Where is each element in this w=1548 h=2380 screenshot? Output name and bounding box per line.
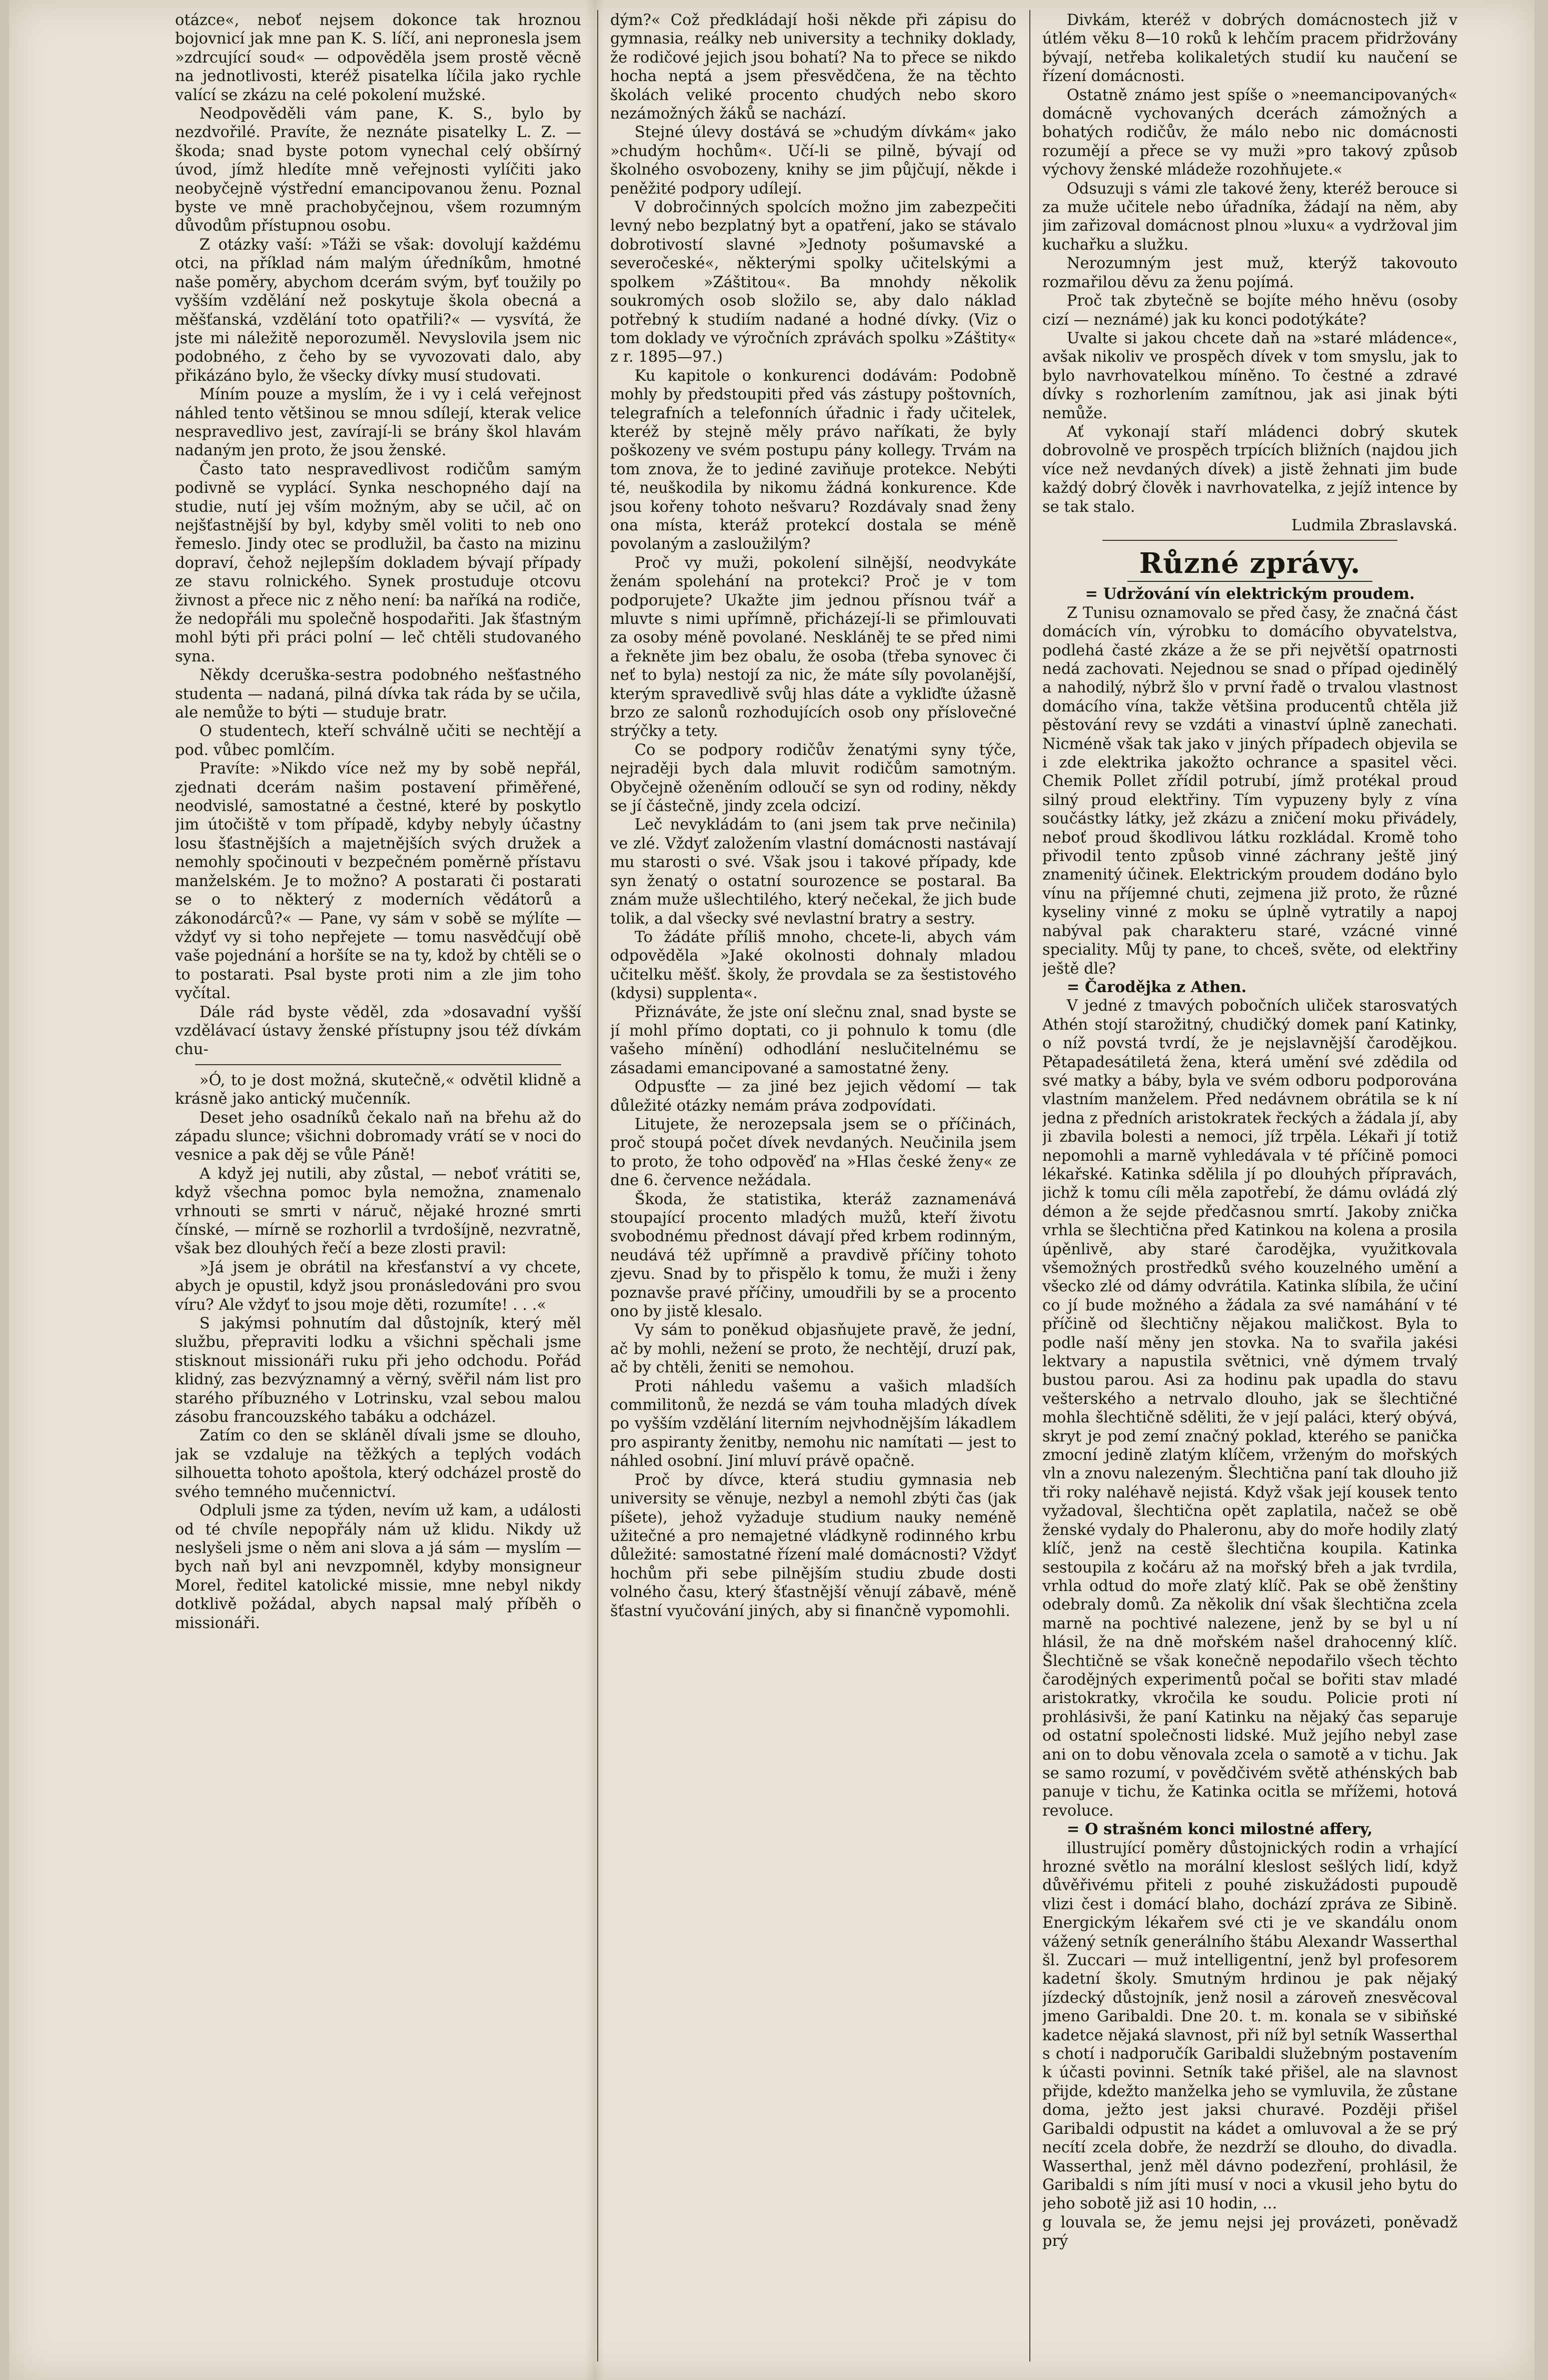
news-item: illustrující poměry důstojnických rodin a vrhající hrozné světlo na morální kleslost sešlých lidí, když důvěřivému přiteli z pouhé ziskužádosti pupoudě vlizi čest i domácí blaho, dochází zpráva ze Sibině. Energickým lékařem své cti je ve skandálu onom vážený setník generálního štábu Alexandr Wasserthal šl. Zuccari — muž intelligentní, jenž byl profesorem kadetní školy. Smutným hrdinou je pak nějaký jízdecký důstojník, jenž nosil a zároveň znesvěcoval jmeno Garibaldi. Dne 20. t. m. konala se v sibiňské kadetce nějaká slavnost, při níž byl setník Wasserthal s chotí i nadporučík Garibaldi služebným postavením k účasti povinni. Setník také přišel, ale na slavnost přijde, kdežto manželka jeho se vymluvila, že zůstane doma, ježto jest jaksi churavé. Později přišel Garibaldi odpustit na kádet a omluvoval a že se prý necítí zcela dobře, že nezdrží se dlouho, do divadla. Wasserthal, jenž měl dávno podezření, prohlásil, že Garibaldi s ním jíti musí v noci a vkusil jeho bytu do jeho sobotě již asi 10 hodin, ... — [1042, 1839, 1457, 2213]
paragraph: Stejné úlevy dostává se »chudým dívkám« jako »chudým hochům«. Učí-li se pilně, bývají od školného osvobozeny, knihy se jim půjčují, někde i peněžité podpory udílejí. — [610, 124, 1016, 198]
news-item: V jedné z tmavých pobočních uliček starosvatých Athén stojí starožitný, chudičký domek paní Katinky, o níž povstá tvrdí, že je nejslavnější čarodějkou. Pětapadesátiletá žena, která umění své zdědila od své matky a báby, byla ve svém odboru podporována vlastním manželem. Před nedávnem obrátila se k ní jedna z předních aristokratek řeckých a žádala jí, aby ji zbavila bolesti a nemoci, jíž trpěla. Lékaři jí totiž nepomohli a marně vyhledávala v té příčině pomoci lékařské. Katinka sdělila jí po dlouhých přípravách, jichž k tomu cíli měla zapotřebí, že dámu ovládá zlý démon a že sejde předčasnou smrtí. Jakoby znička vrhla se šlechtična před Katinkou na kolena a prosila úpěnlivě, aby staré čarodějka, využitkovala všemožných prostředků svého kouzelného umění a všecko zlé od dámy odvrátila. Katinka slíbila, že učiní co jí bude možného a žádala za své namáhání v té příčině od šlechtičny nějakou maličkost. Byla to podle naší měny jen stovka. Na to svařila jakési lektvary a napustila světnici, vně dýmem trvalý bustou parou. Asi za hodinu pak upadla do stavu vešterského a netrvalo dlouho, jak se šlechtičné mohla šlechtičně sděliti, že v její paláci, který obývá, skryt je pod zemí značný poklad, kterého se panička zmocní jedině zlatým klíčem, vrženým do mořských vln a znovu nalezeným. Šlechtična paní tak dlouho již tři roky naléhavě nejistá. Když však její kousek tento vyžadoval, šlechtična opět zaplatila, načež se obě ženské vydaly do Phaleronu, aby do moře hodily zlatý klíč, jenž na cestě šlechtična koupila. Katinka sestoupila z kočáru až na mořský břeh a jak tvrdila, vrhla odtud do moře zlatý klíč. Pak se obě ženštiny odebraly domů. Za několik dní však šlechtična zcela marně na pochtivé nalezene, jenž by se byl u ní hlásil, že na dně mořském našel drahocenný klíč. Šlechtičně se však konečně nepodařilo všech těchto čarodějných experimentů počal se bořiti stav mladé aristokratky, vkročila ke soudu. Policie proti ní prohlásivši, že paní Katinku na nějaký čas separuje od ostatní společnosti lidské. Muž jejího nebyl zase ani on to dobu věnovala zcela o samotě a v tichu. Jak se samo rozumí, v povědčivém světě athénských bab panuje v tichu, že Katinka ocitla se mřížemi, hotová revoluce. — [1042, 997, 1457, 1820]
paragraph: Nerozumným jest muž, kterýž takovouto rozmařilou děvu za ženu pojímá. — [1042, 255, 1457, 291]
paragraph: Leč nevykládám to (ani jsem tak prve nečinila) ve zlé. Vždyť založením vlastní domácnosti nastávají mu starosti o své. Však jsou i takové případy, kde syn ženatý o ostatní sourozence se postaral. Ba znám muže ušlechtilého, který nečekal, že jich bude tolik, a dal všecky své nevlastní bratry a sestry. — [610, 816, 1016, 928]
paragraph: Ať vykonají staří mládenci dobrý skutek dobrovolně ve prospěch trpících bližních (najdou jich více než nevdaných dívek) a jistě žehnati jim bude každý dobrý člověk i navrhovatelka, z jejíž intence by se tak stalo. — [1042, 423, 1457, 516]
author-signature: Ludmila Zbraslavská. — [1291, 516, 1457, 534]
paragraph: Litujete, že nerozepsala jsem se o příčinách, proč stoupá počet dívek nevdaných. Neučinila jsem to proto, že toho odpověď na »Hlas české ženy« ze dne 6. července nežádala. — [610, 1115, 1016, 1190]
column-rule — [597, 10, 598, 2361]
paragraph: Míním pouze a myslím, že i vy i celá veřejnost náhled tento většinou se mnou sdílejí, kterak velice nespravedlivo jest, zavírají-li se brány škol hlavám nadaným jen proto, že jsou ženské. — [175, 386, 581, 460]
news-item-continuation: g louvala se, že jemu nejsi jej provázeti, poněvadž prý — [1042, 2213, 1457, 2250]
section-title-text: Různé zprávy. — [1127, 547, 1373, 582]
paragraph: Odpluli jsme za týden, nevím už kam, a události od té chvíle nepopřály nám už klidu. Nikdy už neslyšeli jsme o něm ani slova a já sám — myslím — bych naň byl ani nevzpomněl, kdyby monsigneur Morel, ředitel katolické missie, mne nebyl nikdy dotklivě požádal, abych napsal malý příběh o missionáři. — [175, 1502, 581, 1632]
paragraph: »Ó, to je dost možná, skutečně,« odvětil klidně a krásně jako antický mučenník. — [175, 1071, 581, 1108]
paragraph: A když jej nutili, aby zůstal, — neboť vrátiti se, když všechna pomoc byla nemožna, znamenalo vrhnouti se smrti v náruč, nějaké hrozné smrti čínské, — mírně se rozhorlil a tvrdošíjně, nezvratně, však bez dlouhých řečí a beze zlosti pravil: — [175, 1165, 581, 1258]
newspaper-page — [9, 0, 1534, 2380]
paragraph: otázce«, neboť nejsem dokonce tak hroznou bojovnicí jak mne pan K. S. líčí, ani nepronesla jsem »zdrcující soud« — odpověděla jsem prostě věcně na jednotlivosti, kteréž pisatelka líčila jako rychle valící se zkázu na celé pokolení mužské. — [175, 12, 581, 104]
news-headline: = Udržování vín elektrickým proudem. — [1085, 585, 1415, 603]
paragraph: Uvalte si jakou chcete daň na »staré mládence«, avšak nikoliv ve prospěch dívek v tom smyslu, jak to bylo navrhovatelkou míněno. To čestné a zdravé dívky s rozhorlením zamítnou, jak asi jinak býti nemůže. — [1042, 329, 1457, 422]
paragraph: Často tato nespravedlivost rodičům samým podivně se vyplácí. Synka neschopného dají na studie, nutí jej vším možným, aby se učil, ač on nejšťastnější by byl, kdyby směl voliti to neb ono řemeslo. Jindy otec se prodlužil, ba často na mizinu dopraví, čehož nejlepším dokladem bývají případy ze stavu rolnického. Synek prostuduje otcovu živnost a přece nic z něho není: ba naříká na rodiče, že nedopřáli mu společně hospodařiti. Jak šťastným mohl býti při práci polní — leč chtěli studovaného syna. — [175, 460, 581, 665]
paragraph: Vy sám to poněkud objasňujete pravě, že jední, ač by mohli, nežení se proto, že nechtějí, druzí pak, ač by chtěli, ženiti se nemohou. — [610, 1321, 1016, 1377]
paragraph: Divkám, kteréž v dobrých domácnostech již v útlém věku 8—10 roků k lehčím pracem přidržovány bývají, netřeba kolikaletých studií ku naučení se řízení domácnosti. — [1042, 12, 1457, 86]
paragraph: »Já jsem je obrátil na křesťanství a vy chcete, abych je opustil, když jsou pronásledováni pro svou víru? Ale vždyť to jsou moje děti, rozumíte! . . .« — [175, 1258, 581, 1314]
paragraph: Pravíte: »Nikdo více než my by sobě nepřál, zjednati dcerám našim postavení přiměřené, neodvislé, samostatné a čestné, které by poskytlo jim útočiště v tom případě, kdyby nebyly účastny losu šťastnějších a majetnějších svých družek a nemohly spočinouti v bezpečném poměrně přístavu manželském. Je to možno? A postarati či postarati se o to některý z moderních vědátorů a zákonodárců?« — Pane, vy sám v sobě se mýlíte — vždyť vy si toho nepřejete — tomu nasvědčují obě vaše pojednání a horšíte se na ty, kdož by chtěli se o to postarati. Psal byste proti nim a zle jim toho vyčítal. — [175, 760, 581, 1003]
news-headline: = Čarodějka z Athen. — [1066, 978, 1247, 996]
column-left — [175, 11, 581, 2352]
section-divider — [1102, 540, 1397, 541]
column-right — [1042, 11, 1457, 2352]
paragraph: Odpusťte — za jiné bez jejich vědomí — tak důležité otázky nemám práva zodpovídati. — [610, 1078, 1016, 1115]
paragraph: Proti náhledu vašemu a vašich mladších commilitonů, že nezdá se vám touha mladých dívek po vyšším vzdělání literním nejvhodnějším lákadlem pro aspiranty ženitby, nemohu nic namítati — jest to náhled osobní. Jiní mluví právě opačně. — [610, 1377, 1016, 1470]
paragraph: To žádáte příliš mnoho, chcete-li, abych vám odpověděla »Jaké okolnosti dohnaly mladou učitelku měšť. školy, že provdala se za šestistového (kdysi) supplenta«. — [610, 928, 1016, 1003]
paragraph: Zatím co den se skláněl dívali jsme se dlouho, jak se vzdaluje na těžkých a teplých vodách silhouetta tohoto apoštola, který odcházel prostě do svého temného mučennictví. — [175, 1427, 581, 1501]
news-item: Z Tunisu oznamovalo se před časy, že značná část domácích vín, výrobku to domácího obyvatelstva, podlehá časté zkáze a že se při největší opatrnosti nedá zachovati. Nejednou se snad o případ ojedinělý a nahodilý, nýbrž šlo v první řadě o trvalou vlastnost domácího vína, takže většina producentů chtěla již pěstování revy se vzdáti a vinaství úplně zanechati. Nicméně však tak jako v jiných případech objevila se i zde elektrika jakožto ochrance a spasitel věci. Chemik Pollet zřídil potrubí, jímž protékal proud silný proud elektřiny. Tím vypuzeny byly z vína součástky látky, jež zkázu a zničení moku přivádely, neboť proud škodlivou látku rozkládal. Kromě toho přivodil tento způsob vinné záchrany ještě jiný znamenitý účinek. Elektrickým proudem dodáno bylo vínu na příjemné chuti, zejmena již proto, že různé kyseliny vinné z moku se úplně vytratily a napoj nabýval pak charakteru staré, vzácné vinné speciality. Můj ty pane, to chceš, světe, od elektřiny ještě dle? — [1042, 604, 1457, 978]
paragraph: Neodpověděli vám pane, K. S., bylo by nezdvořilé. Pravíte, že neznáte pisatelky L. Z. — škoda; snad byste potom vynechal celý obšírný úvod, jímž hledíte mně veřejnosti vylíčiti jako neobyčejně výstřední emancipovanou ženu. Poznal byste ve mně prachobyčejnou, všem rozumným důvodům přístupnou osobu. — [175, 105, 581, 235]
column-rule — [1029, 10, 1030, 2361]
news-headline: = O strašném konci milostné affery, — [1066, 1820, 1373, 1839]
paragraph: Dále rád byste věděl, zda »dosavadní vyšší vzdělávací ústavy ženské přístupny jsou též dívkám chu- — [175, 1003, 581, 1059]
section-divider — [195, 1064, 561, 1065]
paragraph: O studentech, kteří schválně učiti se nechtějí a pod. vůbec pomlčím. — [175, 722, 581, 759]
paragraph: S jakýmsi pohnutím dal důstojník, který měl službu, přepraviti lodku a všichni spěchali jsme stisknout missionáři ruku při jeho odchodu. Pořád klidný, zas bezvýznamný a věrný, svěřil nám list pro starého příbuzného v Lotrinsku, vzal sebou malou zásobu francouzského tabáku a odcházel. — [175, 1315, 581, 1426]
paragraph: Odsuzuji s vámi zle takové ženy, kteréž berouce si za muže učitele nebo úřadníka, žádají na něm, aby jim zařizoval domácnost plnou »luxu« a vydržoval jim kuchařku a služku. — [1042, 180, 1457, 254]
page-fold-shadow — [585, 0, 604, 2380]
paragraph: Deset jeho osadníků čekalo naň na břehu až do západu slunce; všichni dobromady vrátí se v noci do vesnice a pak děj se vůle Páně! — [175, 1109, 581, 1164]
paragraph: dým?« Což předkládají hoši někde při zápisu do gymnasia, reálky neb university a techniky doklady, že rodičové jejich jsou bohatí? Na to přece se nikdo hocha neptá a jsem přesvědčena, že na těchto školách veliké procento chudých nebo skoro nezámožných žáků se nachází. — [610, 12, 1016, 123]
section-title — [1042, 547, 1457, 582]
paragraph: Proč by dívce, která studiu gymnasia neb university se věnuje, nezbyl a nemohl zbýti čas (jak píšete), jehož vyžaduje studium nauky neméně užitečné a pro nemajetné vládkyně rodinného krbu důležité: samostatné řízení malé domácnosti? Vždyť hochům při sebe pilnějším studiu zbude dosti volného času, který šťastnější věnují zábavě, méně šťastní vyučování jiných, aby si finančně vypomohli. — [610, 1471, 1016, 1620]
paragraph: Ku kapitole o konkurenci dodávám: Podobně mohly by předstoupiti před vás zástupy poštovních, telegrafních a telefonních úřadnic i řady učitelek, kteréž by stejně měly právo naříkati, že byly poškozeny ve svém postupu pány kollegy. Trvám na tom znova, že to jediné zaviňuje protekce. Nebýti té, neuškodila by nikomu žádná konkurence. Kde jsou kořeny tohoto nešvaru? Rozdávaly snad ženy ona místa, kteráž protekcí dostala se méně povolaným a zasloužilým? — [610, 367, 1016, 553]
paragraph: Z otázky vaší: »Táži se však: dovolují každému otci, na příklad nám malým úředníkům, hmotné naše poměry, abychom dcerám svým, byť toužily po vyšším vzdělání než poskytuje škola obecná a měšťanská, vzdělání toto opatřili?« — vysvítá, že jste mi náležitě neporozuměl. Nevyslovila jsem nic podobného, z čeho by se vyvozovati dalo, aby přikázáno bylo, že všecky dívky musí studovati. — [175, 236, 581, 385]
paragraph: Co se podpory rodičův ženatými syny týče, nejraději bych dala mluvit rodičům samotným. Obyčejně oženěním odloučí se syn od rodiny, někdy se jí částečně, jindy zcela odcizí. — [610, 741, 1016, 816]
paragraph: Škoda, že statistika, kteráž zaznamenává stoupající procento mladých mužů, kteří životu svobodnému přednost dávají před krbem rodinným, neudává též upřímně a pravdivě příčiny tohoto zjevu. Snad by to přispělo k tomu, že muži i ženy poznavše pravé příčiny, umoudřili by se a procento ono by jistě klesalo. — [610, 1190, 1016, 1321]
paragraph: Ostatně známo jest spíše o »neemancipovaných« domácně vychovaných dcerách zámožných a bohatých rodičův, že málo nebo nic domácnosti rozumějí a přece se vy muži »pro takový způsob výchovy ženské mládeže rozohňujete.« — [1042, 86, 1457, 179]
paragraph: V dobročinných spolcích možno jim zabezpečiti levný nebo bezplatný byt a opatření, jako se stávalo dobrotivostí slavné »Jednoty pošumavské a severočeské«, některými spolky učitelskými a spolkem »Záštitou«. Ba mnohdy několik soukromých osob složilo se, aby dalo náklad potřebný k studiím nadané a hodné dívky. (Viz o tom doklady ve výročních zprávách spolku »Záštity« z r. 1895—97.) — [610, 199, 1016, 366]
paragraph: Přiznáváte, že jste oní slečnu znal, snad byste se jí mohl přímo doptati, co ji pohnulo k tomu (dle vašeho mínění) odhodlání neslučitelnému se zásadami emancipované a samostatné ženy. — [610, 1003, 1016, 1077]
paragraph: Proč tak zbytečně se bojíte mého hněvu (osoby cizí — neznámé) jak ku konci podotýkáte? — [1042, 292, 1457, 329]
paragraph: Někdy dceruška-sestra podobného nešťastného studenta — nadaná, pilná dívka tak ráda by se učila, ale nemůže to býti — studuje bratr. — [175, 666, 581, 722]
column-middle — [610, 11, 1016, 2352]
paragraph: Proč vy muži, pokolení silnější, neodvykáte ženám spolehání na protekci? Proč je v tom podporujete? Ukažte jim jednou přísnou tvář a mluvte s nimi upřímně, přicházejí-li se přimlouvati za osoby méně povolané. Neskláněj te se před nimi a řekněte jim bez obalu, že osoba (třeba synovec či neť to byla) nestojí za nic, že máte síly povolanější, kterým spravedlivě svůj hlas dáte a vykliďte úžasně brzo ze salonů rozhodujících osob ony příslovečné strýčky a tety. — [610, 554, 1016, 740]
